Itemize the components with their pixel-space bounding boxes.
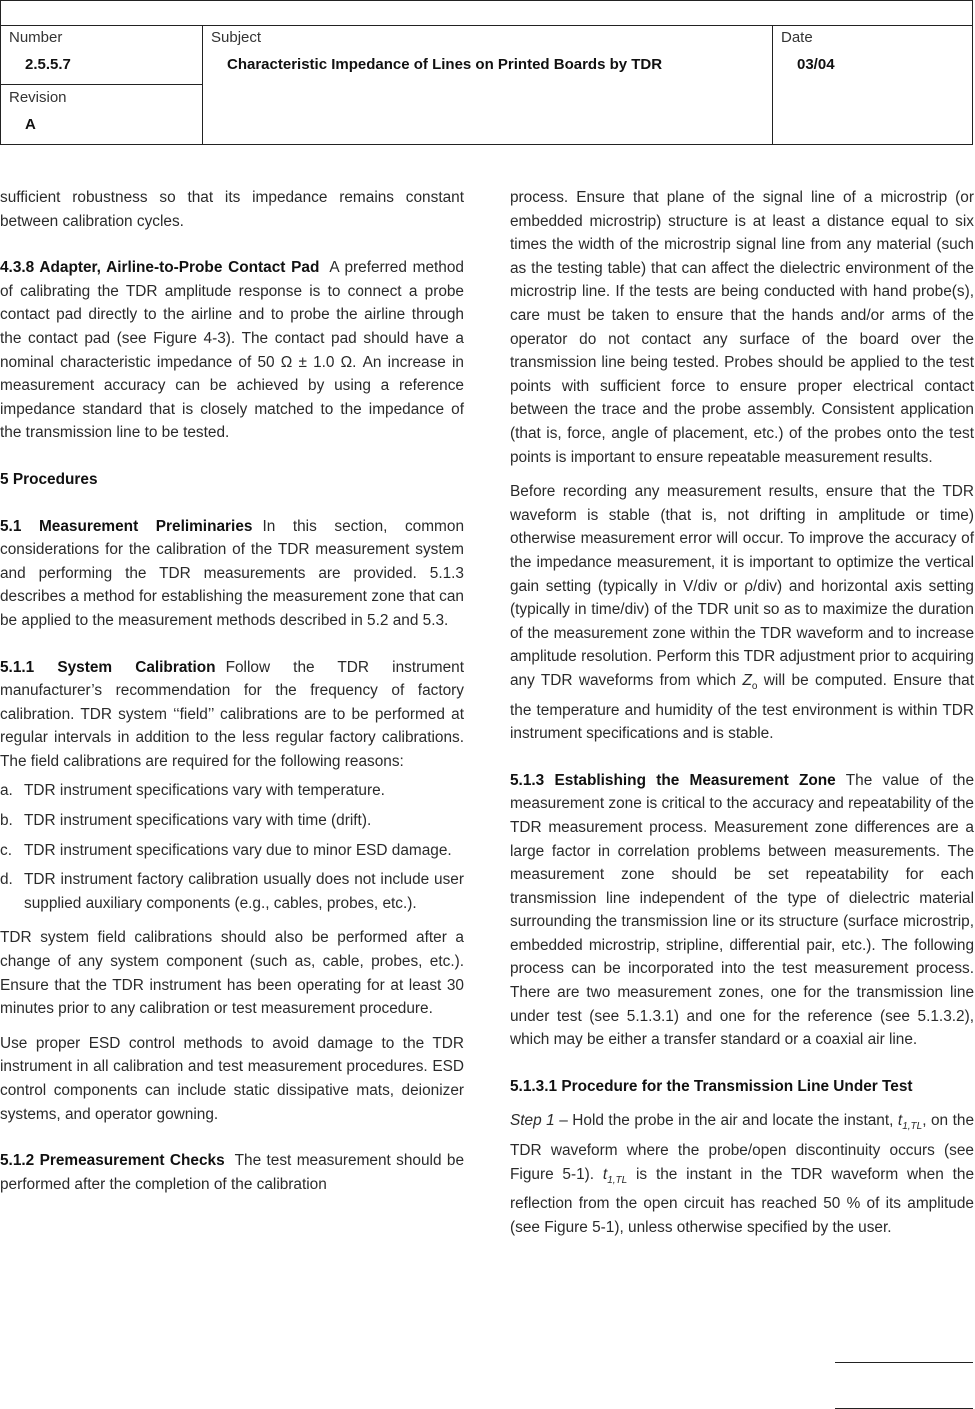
section-heading: 4.3.8 Adapter, Airline-to-Probe Contact Pad [0,259,320,277]
step-1: Step 1 – Hold the probe in the air and locate the instant, $t_{1,TL}$, on the TDR waveform where the probe/open discontinuity occurs (see Figure 5-1). $t_{1,TL}$ is the instant in the TDR waveform when the reflection from the open circuit has reached 50 % of its amplitude (see Figure 5-1), unless otherwise specified by the user. [510,1112,975,1236]
list-item: b. TDR instrument specifications vary with time (drift). [0,812,372,830]
subject-label: Subject [211,29,262,46]
subject-value: Characteristic Impedance of Lines on Printed Boards by TDR [227,56,663,73]
footer-rule [835,1362,973,1363]
list-item: d. TDR instrument factory calibration usually does not include user supplied auxiliary components (e.g., cables, probes, etc.). [0,871,464,912]
paragraph-continuation: process. Ensure that plane of the signal line of a microstrip (or embedded microstrip) structure is at least a distance equal to six times the width of the microstrip signal line from any material (such as the testing table) that can affect the dielectric environment of the microstrip line. If the tests are being conducted with hand probe(s), care must be taken to ensure that the hands and/or arms of the operator do not contact any surface of the board over the transmission line being tested. Probes should be applied to the test points with sufficient force to ensure proper electrical contact between the trace and the probe assembly. Consistent application (that is, force, angle of placement, etc.) of the probes onto the test points is important to ensure repeatable measurement results. [510,189,974,466]
document-header [0,0,973,145]
section-5-heading: 5 Procedures [0,470,98,488]
revision-cell [1,85,203,145]
revision-value: A [25,116,36,133]
section-text: A preferred method of calibrating the TDR amplitude response is to connect a probe contact pad directly to the airline and to probe the airline through the contact pad (see Figure 4-3). The contact pad should have a nominal characteristic impedance of 50 Ω ± 1.0 Ω. An increase in measurement accuracy can be achieved by using a reference impedance standard that is closely matched to the impedance of the transmission line to be tested. [0,259,464,442]
left-column [0,186,464,1196]
section-5-1-2 [0,1149,464,1196]
number-label: Number [9,29,63,46]
z-symbol: Z [742,671,752,689]
section-heading: 5.1.2 Premeasurement Checks [0,1152,225,1170]
section-5-1-3-1-heading: 5.1.3.1 Procedure for the Transmission Line Under Test [510,1077,913,1095]
section-text: The test measurement should be performed after the completion of the calibration [0,1152,464,1193]
section-text: Follow the TDR instrument manufacturer’s recommendation for the frequency of factory calibration. TDR system ‘‘field’’ calibrations are to be performed at regular intervals in addition to the less regular factory calibrations. The field calibrations are required for the following reasons: [0,658,464,770]
number-value: 2.5.5.7 [25,56,71,73]
date-cell [773,25,973,145]
section-5-1-3 [510,769,974,1052]
paragraph-continuation: sufficient robustness so that its impedance remains constant between calibration cycles. [0,189,464,230]
step-label: Step 1 [510,1112,555,1130]
revision-label: Revision [9,89,67,106]
section-heading: 5.1.3 Establishing the Measurement Zone [510,771,836,789]
list-item: c. TDR instrument specifications vary due to minor ESD damage. [0,841,452,859]
section-5-1-1 [0,656,464,774]
right-column [510,186,974,1240]
date-value: 03/04 [797,56,835,73]
section-text: The value of the measurement zone is critical to the accuracy and repeatability of the TDR measurement process. Measurement zone differences are a large factor in correlation problems between measurements. The measurement zone should be set repeatability for each transmission line independent of the type of dielectric material surrounding the transmission line or its structure (surface microstrip, embedded microstrip, stripline, differential pair, etc.). The following process can be incorporated into the test measurement process. There are two measurement zones, one for the transmission line under test (see 5.1.3.1) and one for the reference (see 5.1.3.2), which may be either a transfer standard or a coaxial air line. [510,771,975,1049]
section-heading: 5.1 Measurement Preliminaries [0,517,253,535]
date-label: Date [781,29,813,46]
section-4-3-8 [0,256,464,445]
paragraph-field-calibration: TDR system field calibrations should also be performed after a change of any system component (such as, cable, probes, etc.). Ensure that the TDR instrument has been operating for at least 30 minutes prior to any calibration or test measurement procedure. [0,929,464,1018]
section-text: In this section, common considerations for the calibration of the TDR measurement system and performing the TDR measurements are provided. 5.1.3 describes a method for establishing the measurement zone that can be applied to the measurement methods described in 5.2 and 5.3. [0,517,464,629]
number-cell [1,25,203,85]
section-5-1 [0,515,464,633]
section-heading: 5.1.1 System Calibration [0,658,216,676]
header-top-band [1,1,972,26]
paragraph-before-recording: Before recording any measurement results, ensure that the TDR waveform is stable (that is, not drifting in amplitude or time) otherwise measurement error will occur. To improve the accuracy of the impedance measurement, it is important to optimize the vertical gain setting (typically in V/div or ρ/div) and horizontal axis setting (typically in time/div) of the TDR unit so as to maximize the duration of the measurement zone within the TDR waveform and to increase amplitude resolution. Perform this TDR adjustment prior to acquiring any TDR waveforms from which $Z_o$ will be computed. Ensure that the temperature and humidity of the test environment is within TDR instrument specifications and is stable. [510,483,974,743]
list-item: a. TDR instrument specifications vary with temperature. [0,782,385,800]
paragraph-esd: Use proper ESD control methods to avoid damage to the TDR instrument in all calibration and test measurement procedures. ESD control components can include static dissipative mats, deionizer systems, and operator gowning. [0,1034,464,1123]
subject-cell [203,25,773,145]
